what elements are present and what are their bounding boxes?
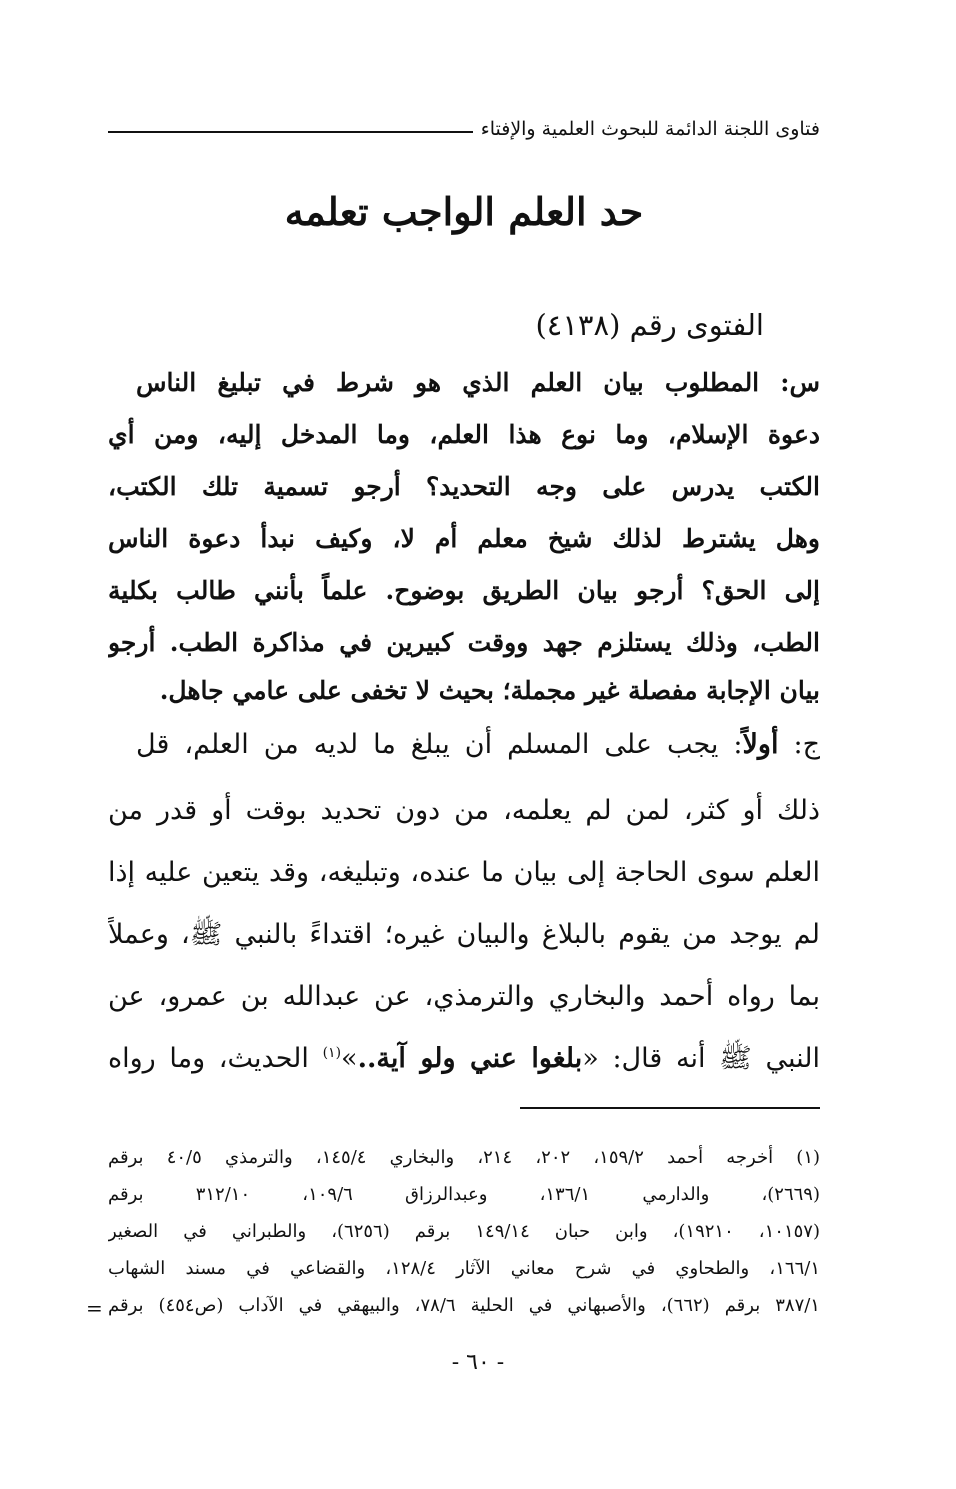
footnote-ref: (١) — [322, 1045, 342, 1061]
footnote-line: ١٦٦/١، والطحاوي في شرح معاني الآثار ١٢٨/٤، والقضاعي في مسند الشهاب — [108, 1258, 820, 1279]
running-title: فتاوى اللجنة الدائمة للبحوث العلمية والإفتاء — [480, 118, 820, 140]
quote-close: » — [341, 1043, 358, 1074]
answer-line: العلم سوى الحاجة إلى بيان ما عنده، وتبليغه، وقد يتعين عليه إذا — [108, 857, 820, 888]
answer-firstly: أولاً — [742, 729, 779, 760]
question-line: الكتب يدرس على وجه التحديد؟ أرجو تسمية تلك الكتب، — [108, 472, 820, 501]
answer-text: النبي ﷺ أنه قال: « — [582, 1043, 820, 1074]
footnote-continuation-mark: = — [86, 1296, 103, 1320]
header-rule — [108, 131, 473, 133]
question-line: وهل يشترط لذلك شيخ معلم أم لا، وكيف نبدأ دعوة الناس — [108, 524, 820, 553]
answer-line: ذلك أو كثر، لمن لم يعلمه، من دون تحديد بوقت أو قدر من — [108, 795, 820, 826]
footnote-line: (١٠١٥٧، ١٩٢١٠)، وابن حبان ١٤٩/١٤ برقم (٦٢٥٦)، والطبراني في الصغير — [108, 1221, 820, 1242]
question-line: إلى الحق؟ أرجو بيان الطريق بوضوح. علماً بأنني طالب بكلية — [108, 576, 820, 605]
answer-text: : يجب على المسلم أن يبلغ ما لديه من العلم، قل — [136, 729, 743, 760]
question-line: بيان الإجابة مفصلة غير مجملة؛ بحيث لا تخفى على عامي جاهل. — [159, 676, 820, 705]
footnote-line: (٢٦٦٩)، والدارمي ١٣٦/١، وعبدالرزاق ١٠٩/٦، ٣١٢/١٠ برقم — [108, 1184, 820, 1205]
answer-prefix: ج: — [778, 729, 820, 760]
answer-text: الحديث، وما رواه — [108, 1043, 323, 1074]
answer-line — [136, 721, 820, 769]
question-line: دعوة الإسلام، وما نوع هذا العلم، وما المدخل إليه، ومن أي — [108, 420, 820, 449]
answer-line — [108, 1035, 820, 1083]
footnote-line: ٣٨٧/١ برقم (٦٦٢)، والأصبهاني في الحلية ٧٨/٦، والبيهقي في الآداب (ص٤٥٤) برقم — [108, 1295, 820, 1316]
running-header — [108, 112, 820, 146]
question-line: س: المطلوب بيان العلم الذي هو شرط في تبليغ الناس — [136, 368, 820, 397]
answer-line: بما رواه أحمد والبخاري والترمذي، عن عبدالله بن عمرو، عن — [108, 981, 820, 1012]
answer-line: لم يوجد من يقوم بالبلاغ والبيان غيره؛ اقتداءً بالنبي ﷺ، وعملاً — [108, 919, 820, 950]
hadith-quote: بلغوا عني ولو آية.. — [357, 1043, 583, 1074]
footnote-line: (١) أخرجه أحمد ١٥٩/٢، ٢٠٢، ٢١٤، والبخاري ١٤٥/٤، والترمذي ٤٠/٥ برقم — [108, 1147, 820, 1168]
fatwa-number: الفتوى رقم (٤١٣٨) — [535, 308, 764, 342]
chapter-title: حد العلم الواجب تعلمه — [284, 189, 644, 234]
page-number: - ٦٠ - — [451, 1350, 505, 1375]
question-line: الطب، وذلك يستلزم جهد ووقت كبيرين في مذاكرة الطب. أرجو — [108, 628, 820, 657]
footnote-separator — [520, 1107, 820, 1109]
